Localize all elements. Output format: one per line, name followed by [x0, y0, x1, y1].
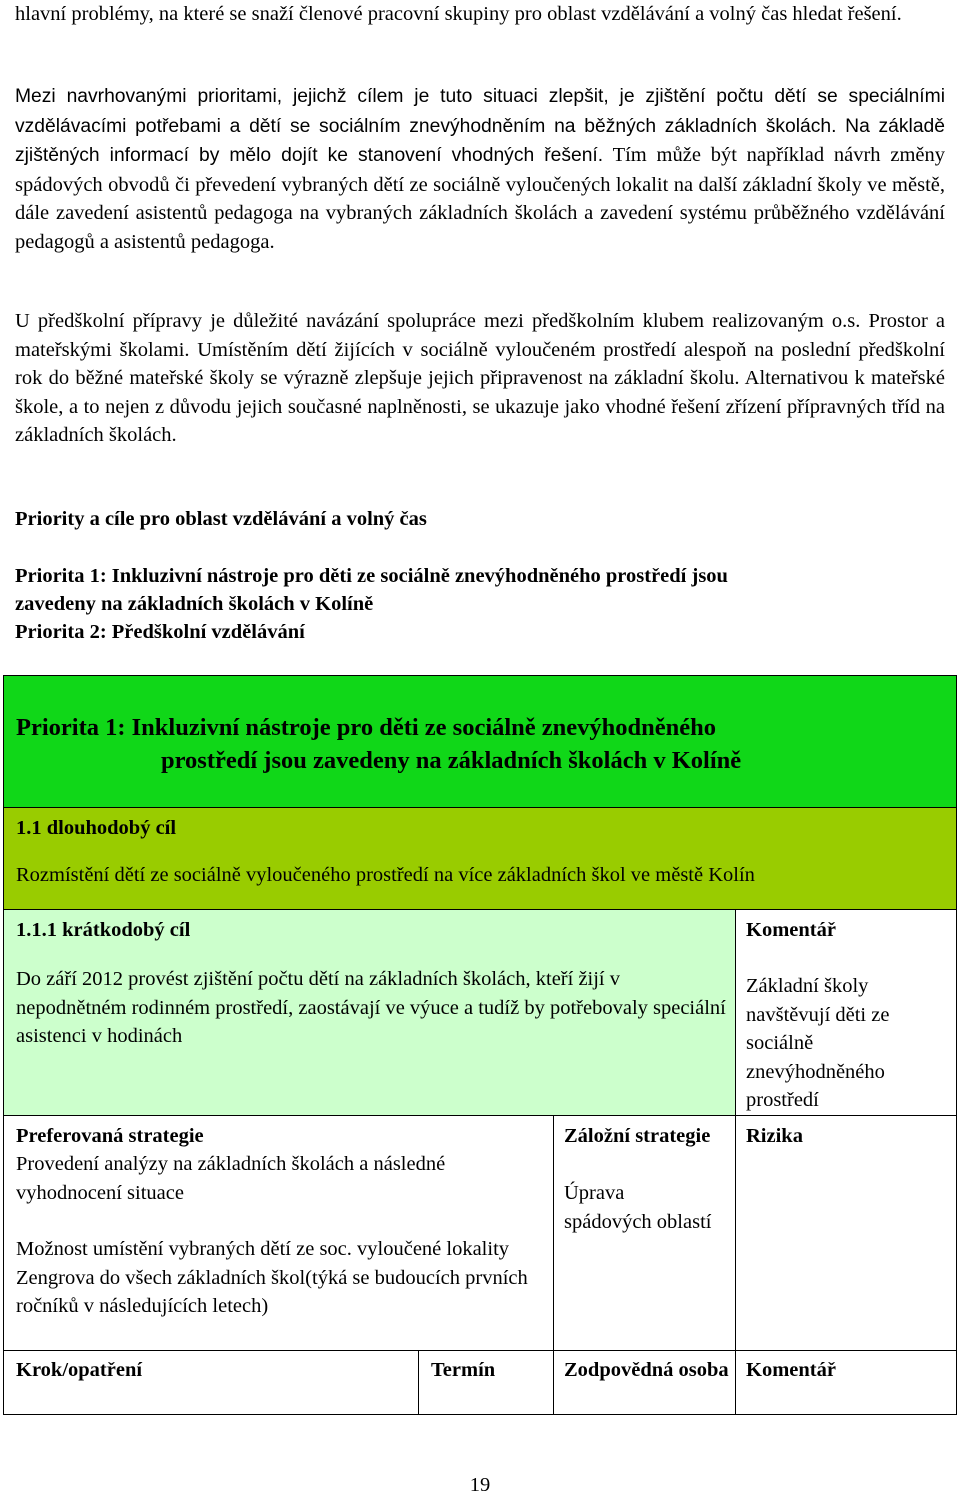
- priority-table-header: [3, 675, 957, 808]
- page-number: 19: [469, 1474, 491, 1496]
- step-col-label: Krok/opatření: [16, 1359, 143, 1381]
- paragraph-preschool: U předškolní přípravy je důležité navázání spolupráce mezi předškolním klubem realizovaným o.s. Prostor a mateřskými školami. Umístěním dětí žijících v sociálně vyloučeném prostředí alespoň na poslední předškolní rok do běžné mateřské školy se výrazně zlepšuje jejich připravenost na základní školu. Alternativou k mateřské škole, a to nejen z důvodu jejich současné naplněnosti, se ukazuje jako vhodné řešení zřízení přípravných tříd na základních školách.: [15, 310, 945, 446]
- table-header-line1: Priorita 1: Inkluzivní nástroje pro děti ze sociálně znevýhodněného: [16, 714, 717, 741]
- person-col-label: Zodpovědná osoba: [564, 1359, 729, 1381]
- short-goal-label: 1.1.1 krátkodobý cíl: [16, 919, 191, 941]
- priority2-heading: Priorita 2: Předškolní vzdělávání: [15, 621, 305, 643]
- comment-label: Komentář: [746, 919, 836, 941]
- term-col-header: [418, 1350, 554, 1415]
- comment-col-header: [735, 1350, 957, 1415]
- long-goal-text: Rozmístění dětí ze sociálně vyloučeného prostředí na více základních škol ve městě Kolín: [16, 864, 755, 886]
- table-header-line2: prostředí jsou zavedeny na základních školách v Kolíně: [161, 747, 742, 774]
- priority1-heading-line1: Priorita 1: Inkluzivní nástroje pro děti ze sociálně znevýhodněného prostředí jsou: [15, 565, 728, 587]
- comment-cell: [735, 910, 957, 1116]
- preferred-strategy-text2: Možnost umístění vybraných dětí ze soc. vyloučené lokality Zengrova do všech základních škol(týká se budoucích prvních ročníků v následujících letech): [16, 1238, 528, 1317]
- term-col-label: Termín: [431, 1359, 496, 1381]
- paragraph-priorities-serif: Tím může být například návrh změny spádových obvodů či převedení vybraných dětí ze sociálně vyloučených lokalit na další základní školy ve městě, dále zavedení asistentů pedagoga na vybraných základních školách a zavedení systému průběžného vzdělávání pedagogů a asistentů pedagoga.: [15, 144, 945, 253]
- risks-cell: [735, 1115, 957, 1351]
- backup-strategy-cell: [553, 1115, 736, 1351]
- step-col-header: [3, 1350, 419, 1415]
- long-goal-label: 1.1 dlouhodobý cíl: [16, 817, 177, 839]
- person-col-header: [553, 1350, 736, 1415]
- short-goal-text: Do září 2012 provést zjištění počtu dětí na základních školách, kteří žijí v nepodnětném rodinném prostředí, zaostávají ve výuce a tudíž by potřebovaly speciální asistenci v hodinách: [16, 968, 726, 1047]
- section-heading: Priority a cíle pro oblast vzdělávání a volný čas: [15, 508, 427, 530]
- paragraph-priorities-sans: Mezi navrhovanými prioritami, jejichž cílem je tuto situaci zlepšit, je zjištění počtu dětí se speciálními vzdělávacími potřebami a dětí se sociálním znevýhodněním na běžných základních školách. Na základě zjištěných informací by mělo dojít ke stanovení vhodných řešení.: [15, 86, 945, 166]
- priority1-heading-line2: zavedeny na základních školách v Kolíně: [15, 593, 374, 615]
- comment-col-label: Komentář: [746, 1359, 836, 1381]
- backup-strategy-label: Záložní strategie: [564, 1125, 711, 1147]
- short-goal-cell: [3, 910, 736, 1116]
- risks-label: Rizika: [746, 1125, 803, 1147]
- paragraph-intro: hlavní problémy, na které se snaží členové pracovní skupiny pro oblast vzdělávání a volný čas hledat řešení.: [15, 3, 902, 25]
- long-goal-row: [3, 808, 957, 910]
- preferred-strategy-cell: [3, 1115, 554, 1351]
- preferred-strategy-text1: Provedení analýzy na základních školách a následné vyhodnocení situace: [16, 1153, 446, 1204]
- preferred-strategy-label: Preferovaná strategie: [16, 1125, 204, 1147]
- backup-strategy-text: Úprava spádových oblastí: [564, 1182, 712, 1233]
- paragraph-priorities: [15, 82, 945, 256]
- comment-text: Základní školy navštěvují děti ze sociálně znevýhodněného prostředí: [746, 975, 890, 1111]
